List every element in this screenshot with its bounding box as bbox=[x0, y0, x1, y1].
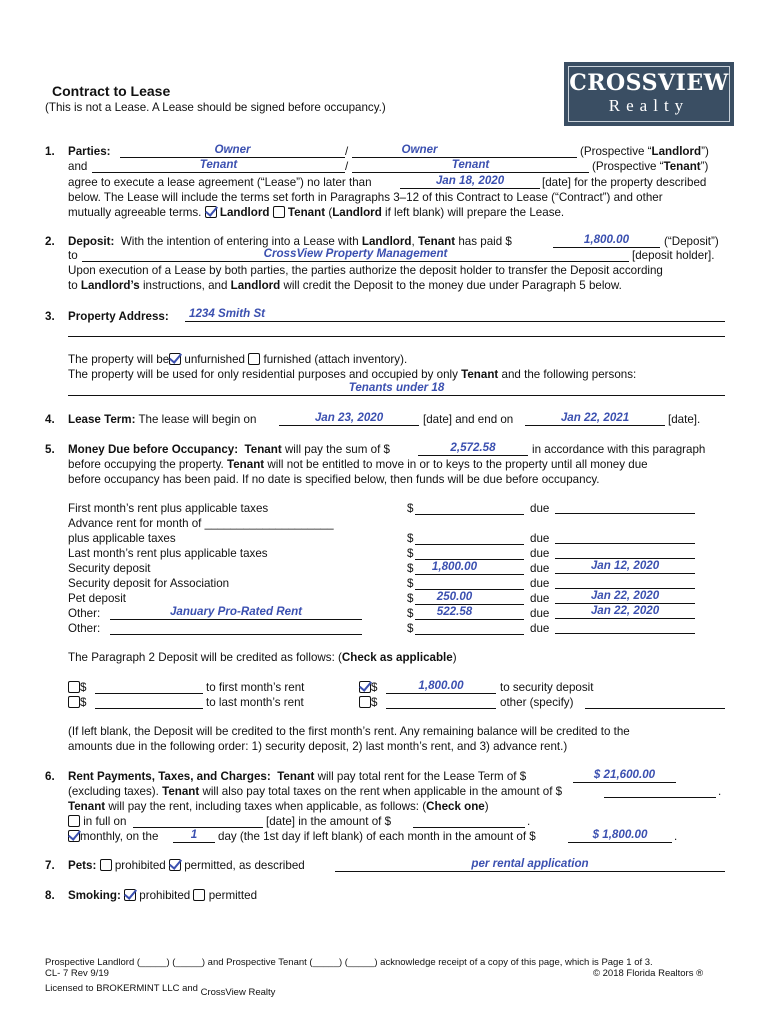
credit-last-month-amount[interactable] bbox=[95, 696, 203, 709]
money-row-label: Other: bbox=[68, 607, 101, 620]
money-row-label: Security deposit for Association bbox=[68, 577, 230, 590]
lease-execute-date[interactable]: Jan 18, 2020 bbox=[400, 176, 540, 189]
crossview-logo: CROSSVIEW Realty bbox=[564, 62, 734, 126]
pets-description[interactable]: per rental application bbox=[335, 859, 725, 872]
s2-line1: Deposit: With the intention of entering into a Lease with Landlord, Tenant has paid $ bbox=[68, 235, 512, 248]
credit-security-deposit-checkbox[interactable] bbox=[359, 681, 371, 693]
lease-begin-date[interactable]: Jan 23, 2020 bbox=[279, 413, 419, 426]
form-number: CL- 7 Rev 9/19 bbox=[45, 968, 109, 979]
tenant-name-1[interactable]: Tenant bbox=[92, 160, 345, 173]
acknowledgement: Prospective Landlord (_____) (_____) and Prospective Tenant (_____) (_____) acknowledge receipt of a copy of this page, which is Page 1 of 3. bbox=[45, 957, 653, 968]
money-row-amount[interactable] bbox=[415, 577, 524, 590]
money-due-total[interactable]: 2,572.58 bbox=[418, 443, 528, 456]
money-row-date[interactable] bbox=[555, 531, 695, 544]
money-row-date[interactable] bbox=[555, 546, 695, 559]
total-taxes[interactable] bbox=[604, 785, 716, 798]
money-row-label: Other: bbox=[68, 622, 101, 635]
money-row-label: plus applicable taxes bbox=[68, 532, 176, 545]
pay-monthly-checkbox[interactable] bbox=[68, 830, 80, 842]
money-row-label: Advance rent for month of ____________________ bbox=[68, 517, 334, 530]
and-text: and bbox=[68, 160, 88, 173]
monthly-amount[interactable]: $ 1,800.00 bbox=[568, 830, 672, 843]
tenant-name-2[interactable]: Tenant bbox=[352, 160, 589, 173]
property-address[interactable]: 1234 Smith St bbox=[185, 309, 725, 322]
money-row-amount[interactable] bbox=[415, 502, 524, 515]
money-row-amount[interactable]: 1,800.00 bbox=[415, 562, 524, 575]
money-row-label: Security deposit bbox=[68, 562, 151, 575]
money-row-date[interactable] bbox=[555, 501, 695, 514]
occupants[interactable]: Tenants under 18 bbox=[68, 383, 725, 396]
total-rent[interactable]: $ 21,600.00 bbox=[573, 770, 676, 783]
landlord-name-1[interactable]: Owner bbox=[120, 145, 345, 158]
money-row-label: Pet deposit bbox=[68, 592, 127, 605]
money-row-date[interactable]: Jan 12, 2020 bbox=[555, 561, 695, 574]
pets-prohibited-checkbox[interactable] bbox=[100, 859, 112, 871]
money-row-amount[interactable] bbox=[415, 622, 524, 635]
page-subtitle: (This is not a Lease. A Lease should be signed before occupancy.) bbox=[45, 101, 386, 114]
landlord-tag: (Prospective “Landlord”) bbox=[580, 145, 709, 158]
s1-line4: below. The Lease will include the terms set forth in Paragraphs 3–12 of this Contract to Lease (“Contract”) and other bbox=[68, 191, 663, 204]
money-row-other[interactable] bbox=[110, 622, 362, 635]
money-row-amount[interactable]: 522.58 bbox=[415, 607, 524, 620]
money-row-date[interactable]: Jan 22, 2020 bbox=[555, 606, 695, 619]
landlord-prepares-checkbox[interactable] bbox=[205, 206, 217, 218]
credit-other-checkbox[interactable] bbox=[359, 696, 371, 708]
tenant-tag: (Prospective “Tenant”) bbox=[592, 160, 709, 173]
credit-first-month-amount[interactable] bbox=[95, 681, 203, 694]
deposit-holder[interactable]: CrossView Property Management bbox=[82, 249, 629, 262]
s1-label: Parties: bbox=[68, 145, 111, 158]
credit-other-specify[interactable] bbox=[585, 696, 725, 709]
s3-label: Property Address: bbox=[68, 310, 169, 323]
credit-security-amount[interactable]: 1,800.00 bbox=[386, 681, 496, 694]
license-line: Licensed to BROKERMINT LLC and CrossView Realty bbox=[45, 983, 276, 998]
smoking-prohibited-checkbox[interactable] bbox=[124, 889, 136, 901]
pay-day[interactable]: 1 bbox=[173, 830, 215, 843]
money-row-label: First month’s rent plus applicable taxes bbox=[68, 502, 269, 515]
lease-end-date[interactable]: Jan 22, 2021 bbox=[525, 413, 665, 426]
pay-in-full-checkbox[interactable] bbox=[68, 815, 80, 827]
slash: / bbox=[345, 145, 349, 158]
money-row-date[interactable] bbox=[555, 621, 695, 634]
s1-line5: mutually agreeable terms. Landlord Tenant (Landlord if left blank) will prepare the Lease. bbox=[68, 206, 565, 219]
money-row-other[interactable]: January Pro-Rated Rent bbox=[110, 607, 362, 620]
tenant-prepares-checkbox[interactable] bbox=[273, 206, 285, 218]
pay-in-full-date[interactable] bbox=[133, 815, 263, 828]
furnished-checkbox[interactable] bbox=[248, 353, 260, 365]
property-address-line2[interactable] bbox=[68, 324, 725, 337]
money-row-label: Last month’s rent plus applicable taxes bbox=[68, 547, 268, 560]
money-row-date[interactable] bbox=[555, 576, 695, 589]
page-title: Contract to Lease bbox=[52, 83, 171, 99]
money-row-amount[interactable] bbox=[415, 547, 524, 560]
deposit-amount[interactable]: 1,800.00 bbox=[553, 235, 660, 248]
credit-last-month-checkbox[interactable] bbox=[68, 696, 80, 708]
s1-line3: agree to execute a lease agreement (“Lease”) no later than bbox=[68, 176, 372, 189]
credit-other-amount[interactable] bbox=[386, 696, 496, 709]
smoking-permitted-checkbox[interactable] bbox=[193, 889, 205, 901]
money-row-amount[interactable]: 250.00 bbox=[415, 592, 524, 605]
copyright: © 2018 Florida Realtors ® bbox=[593, 968, 704, 979]
pets-permitted-checkbox[interactable] bbox=[169, 859, 181, 871]
money-row-amount[interactable] bbox=[415, 532, 524, 545]
s1-number: 1. bbox=[45, 145, 55, 158]
money-row-date[interactable]: Jan 22, 2020 bbox=[555, 591, 695, 604]
landlord-name-2[interactable]: Owner bbox=[352, 145, 577, 158]
pay-in-full-amount[interactable] bbox=[413, 815, 525, 828]
credit-first-month-checkbox[interactable] bbox=[68, 681, 80, 693]
unfurnished-checkbox[interactable] bbox=[169, 353, 181, 365]
